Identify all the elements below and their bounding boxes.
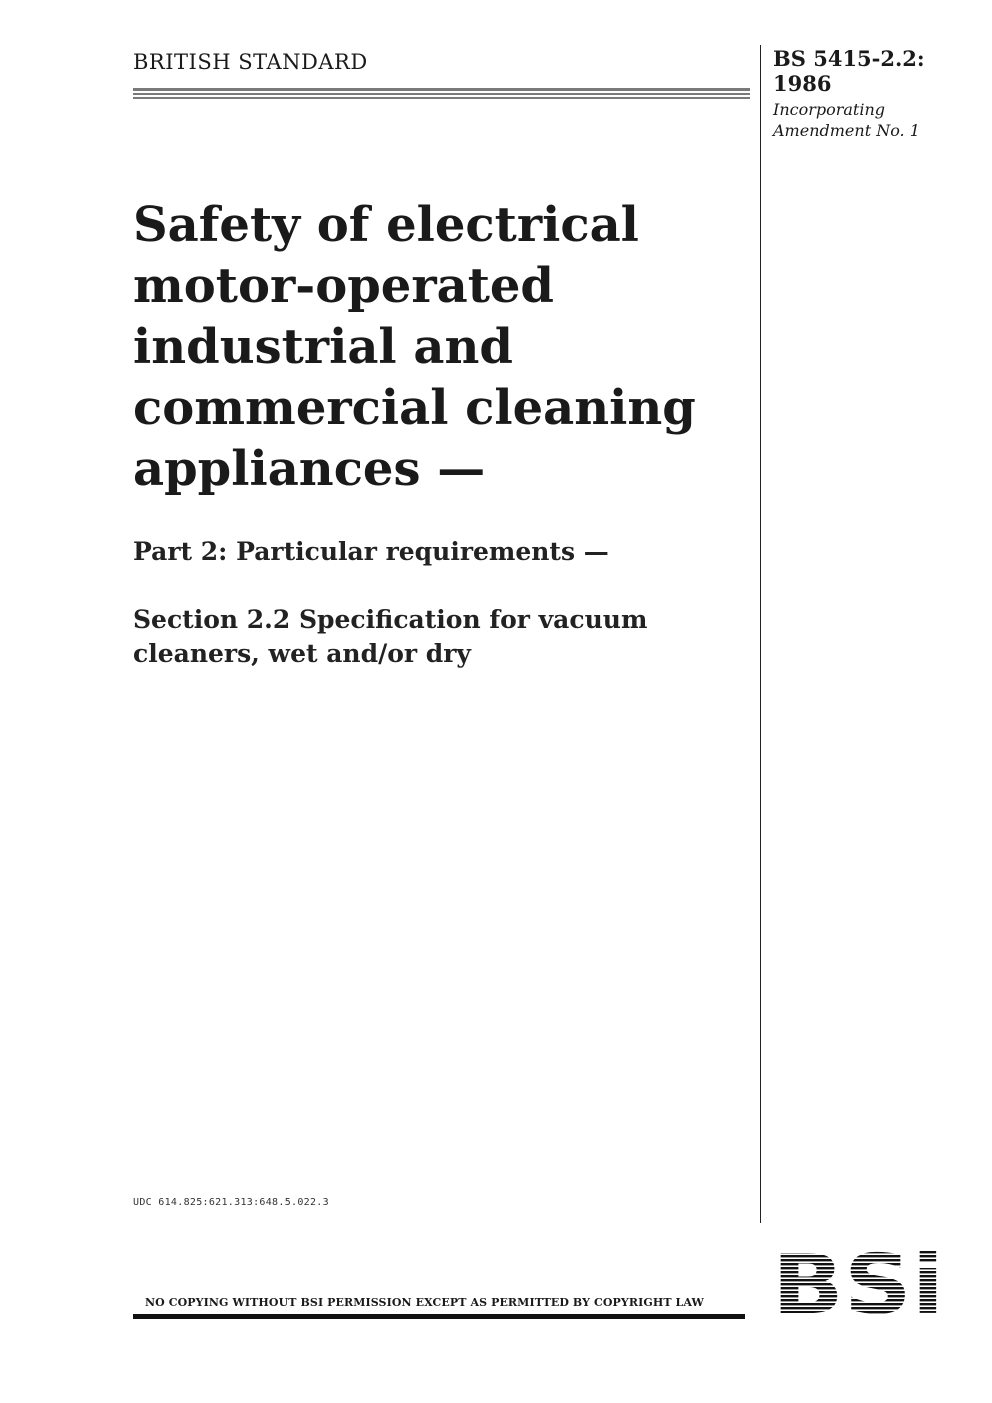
title-line: industrial and	[133, 319, 513, 375]
header-rule	[133, 93, 750, 95]
standard-number-line: BS 5415-2.2:	[773, 46, 925, 71]
column-divider	[760, 45, 761, 1223]
section-title-line: Section 2.2 Specification for vacuum	[133, 605, 648, 634]
section-title	[133, 603, 733, 671]
standard-year: 1986	[773, 71, 832, 96]
header-rule	[133, 97, 750, 99]
section-title-line: cleaners, wet and/or dry	[133, 639, 471, 668]
amendment-line: Amendment No. 1	[773, 121, 920, 140]
title-line: Safety of electrical	[133, 197, 639, 253]
udc-code: UDC 614.825:621.313:648.5.022.3	[133, 1197, 329, 1208]
amendment-note	[773, 99, 920, 141]
title-line: commercial cleaning	[133, 380, 696, 436]
bsi-logo-icon	[770, 1243, 945, 1318]
copyright-notice: NO COPYING WITHOUT BSI PERMISSION EXCEPT AS PERMITTED BY COPYRIGHT LAW	[145, 1296, 704, 1309]
standard-number	[773, 46, 925, 96]
series-label: BRITISH STANDARD	[133, 50, 368, 74]
document-title	[133, 195, 733, 500]
title-line: appliances —	[133, 441, 486, 497]
bsi-logo	[770, 1243, 945, 1318]
footer-rule	[133, 1314, 745, 1319]
header-rule	[133, 88, 750, 91]
amendment-line: Incorporating	[773, 100, 886, 119]
part-title: Part 2: Particular requirements —	[133, 537, 609, 566]
bsi-logo-text: BSi	[772, 1243, 944, 1318]
title-line: motor-operated	[133, 258, 554, 314]
